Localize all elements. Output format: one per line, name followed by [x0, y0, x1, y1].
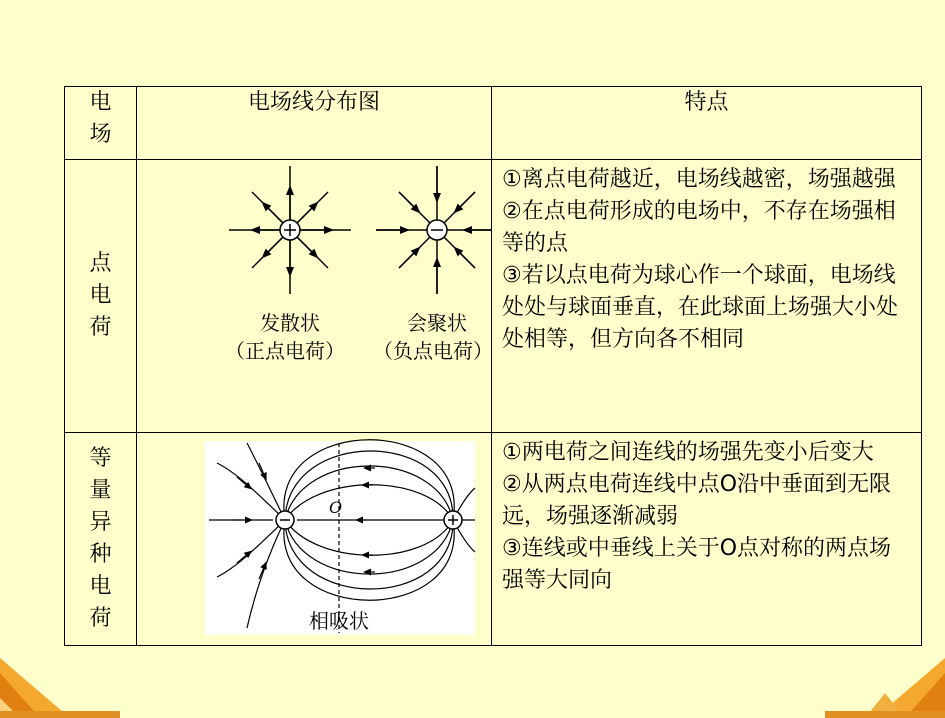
- feature-item: ①离点电荷越近，电场线越密，场强越强: [502, 167, 896, 192]
- caption-negative-charge: （负点电荷）: [373, 339, 491, 363]
- row-label-opposite-charges: 等量异种电荷: [89, 446, 112, 631]
- point-charge-features: [492, 160, 922, 433]
- electric-field-table: [64, 86, 922, 646]
- feature-item: ①两电荷之间连线的场强先变小后变大: [502, 440, 874, 465]
- header-field-cell: [65, 87, 137, 160]
- feature-item: ②在点电荷形成的电场中，不存在场强相等的点: [502, 199, 896, 256]
- caption-positive-charge: （正点电荷）: [225, 339, 345, 363]
- positive-charge-symbol: [444, 511, 462, 529]
- row-label-cell: [65, 160, 137, 433]
- point-charge-diagram: [137, 160, 491, 422]
- opposite-charges-features: [492, 433, 922, 646]
- caption-diverging: 发散状: [260, 311, 320, 335]
- dipole-diagram-cell: [137, 433, 492, 646]
- table-header-row: [65, 87, 922, 160]
- origin-label: O: [329, 498, 343, 517]
- feature-item: ③若以点电荷为球心作一个球面，电场线处处与球面垂直，在此球面上场强大小处处相等，但方向各不相同: [502, 263, 899, 352]
- header-features: 特点: [492, 87, 922, 160]
- caption-attracting: 相吸状: [309, 609, 369, 633]
- decorative-corner-left: [0, 658, 120, 718]
- feature-item: ②从两点电荷连线中点O沿中垂面到无限远，场强逐渐减弱: [502, 472, 892, 529]
- table-row-opposite-charges: [65, 433, 922, 646]
- row-label-cell: [65, 433, 137, 646]
- positive-charge-symbol: [280, 220, 300, 240]
- decorative-corner-right: [825, 658, 945, 718]
- point-charge-diagram-cell: [137, 160, 492, 433]
- header-field: 电场: [89, 90, 112, 147]
- row-label-point-charge: 点电荷: [89, 251, 112, 340]
- header-diagram: 电场线分布图: [137, 87, 492, 160]
- feature-item: ③连线或中垂线上关于O点对称的两点场强等大同向: [502, 536, 892, 593]
- dipole-diagram: [137, 433, 491, 635]
- negative-charge-symbol: [276, 511, 294, 529]
- table-row-point-charge: [65, 160, 922, 433]
- caption-converging: 会聚状: [407, 311, 467, 335]
- negative-charge-symbol: [427, 220, 447, 240]
